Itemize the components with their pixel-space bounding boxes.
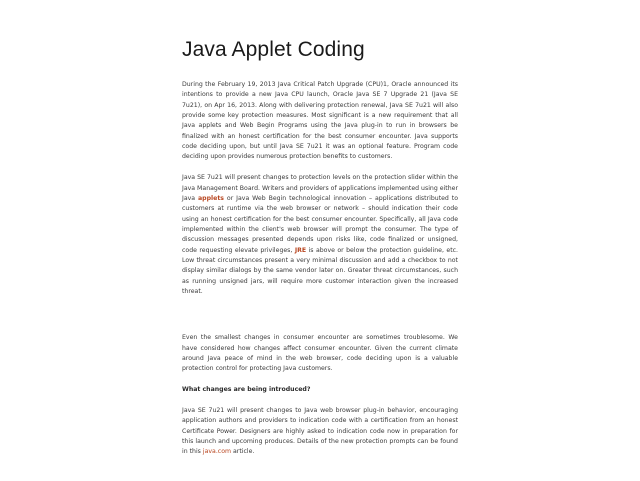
page-title: Java Applet Coding <box>182 38 365 61</box>
paragraph-text: is above or below the protection guideline, etc. Low threat circumstances present a very minimal discussion and add a checkbox to not display similar dialogs by the same vendor later on. Greater threat circumstances, such as running unsigned jars, will require more customer interaction given the increased threat. <box>182 246 458 296</box>
java-com-link[interactable]: java.com <box>202 448 232 456</box>
section-heading: What changes are being introduced? <box>182 386 311 394</box>
paragraph-changes <box>182 406 458 458</box>
paragraph-text: article. <box>231 448 255 456</box>
paragraph-text: or Java Web Begin technological innovation – applications distributed to customers at runtime via the web browser or network – should indication their code using an honest certification for the best consumer encounter. Specifically, all Java code implemented within the client's web browser will prompt the consumer. The type of discussion messages presented depends upon risks like, code finalized or unsigned, code requesting elevate privileges, <box>182 194 458 254</box>
paragraph-consumer-encounter: Even the smallest changes in consumer encounter are sometimes troublesome. We have considered how changes affect consumer encounter. Given the current climate around Java peace of mind in the web browser, code deciding upon is a valuable protection control for protecting Java customers. <box>182 334 458 373</box>
paragraph-text: Java SE 7u21 will present changes to protection levels on the protection slider within the Java Management Board. Writers and providers of applications implemented using either Java <box>182 174 458 202</box>
paragraph-text: Java SE 7u21 will present changes to Java web browser plug-in behavior, encouraging application authors and providers to indication code with a certification from an honest Certificate Power. Designers are highly asked to indication code now in preparation for this launch and upcoming produces. Details of the new protection prompts can be found in this <box>182 407 458 456</box>
paragraph-protection-levels <box>182 173 458 297</box>
paragraph-intro: During the February 19, 2013 Java Critical Patch Upgrade (CPU)1, Oracle announced its intentions to provide a new Java CPU launch, Oracle Java SE 7 Upgrade 21 (Java SE 7u21), on Apr 16, 2013. Along with delivering protection renewal, Java SE 7u21 will also provide some key protection measures. Most significant is a new requirement that all Java applets and Web Begin Programs using the Java plug-in to run in browsers be finalized with an honest certification for the best consumer encounter. Java supports code deciding upon, but until Java SE 7u21 it was an optional feature. Program code deciding upon provides numerous protection benefits to customers. <box>182 81 458 161</box>
highlight-applets: applets <box>198 194 224 202</box>
highlight-jre: JRE <box>294 246 307 254</box>
document-body <box>182 80 458 458</box>
